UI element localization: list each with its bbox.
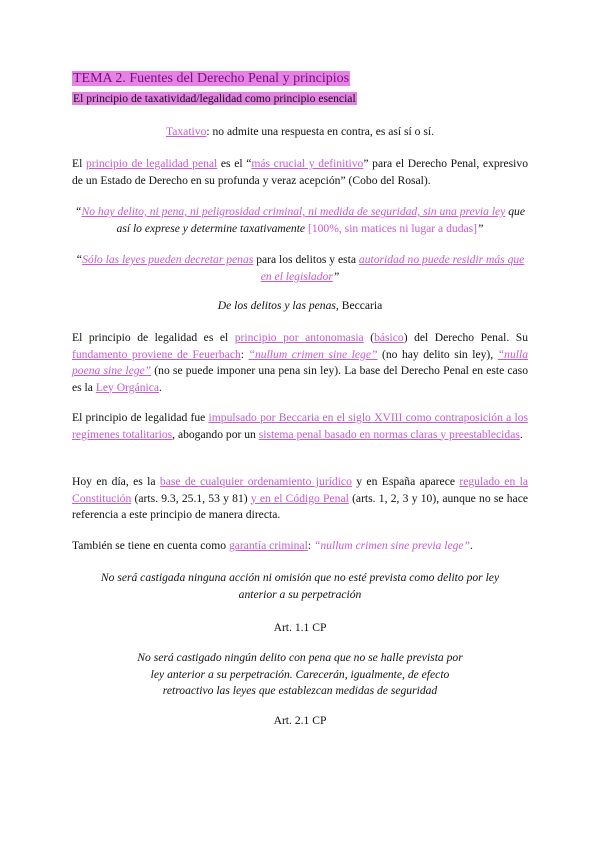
beccaria-author: Beccaria bbox=[338, 299, 383, 312]
q2-link-leyes[interactable]: Sólo las leyes pueden decretar penas bbox=[82, 253, 254, 266]
q1-close: ” bbox=[477, 221, 484, 235]
p4-text-a: Hoy en día, es la bbox=[72, 475, 160, 488]
article-1-1-ref: Art. 1.1 CP bbox=[273, 621, 327, 634]
p1-text-a: El bbox=[72, 157, 86, 170]
subtitle-block bbox=[72, 91, 528, 108]
p5-text-a: También se tiene en cuenta como bbox=[72, 539, 229, 552]
p2-text-a: El principio de legalidad es el bbox=[72, 331, 235, 344]
paragraph-beccaria bbox=[72, 410, 528, 443]
p2-text-f: (no se puede imponer una pena sin ley). La base del Derecho Penal en este caso es la bbox=[72, 364, 528, 394]
beccaria-attribution bbox=[72, 298, 528, 315]
q2-text: para los delitos y esta bbox=[253, 253, 359, 266]
q1-link[interactable]: No hay delito, ni pena, ni peligrosidad criminal, ni medida de seguridad, sin una previa ley bbox=[81, 205, 506, 218]
quote-solo-las-leyes bbox=[72, 252, 528, 285]
p4-text-b: y en España aparece bbox=[351, 475, 460, 488]
q2-link-autoridad[interactable]: autoridad no puede residir más que en el legislador bbox=[260, 253, 525, 283]
paragraph-antonomasia bbox=[72, 330, 528, 396]
p2-link-antonomasia[interactable]: principio por antonomasia bbox=[234, 331, 364, 344]
beccaria-work: De los delitos y las penas, bbox=[217, 299, 339, 312]
art21-line3: retroactivo las leyes que establezcan medidas de seguridad bbox=[162, 684, 438, 697]
p4-text-c: (arts. 9.3, 25.1, 53 y 81) bbox=[131, 491, 251, 505]
quote-no-hay-delito bbox=[72, 204, 528, 237]
taxativo-definition bbox=[72, 124, 528, 141]
page-subtitle: El principio de taxatividad/legalidad como principio esencial bbox=[73, 92, 356, 105]
p3-link-sistema-penal[interactable]: sistema penal basado en normas claras y preestablecidas bbox=[258, 427, 520, 441]
q1-open: “ bbox=[75, 205, 82, 218]
p3-text-b: , abogando por un bbox=[172, 427, 259, 441]
p4-link-codigo-penal[interactable]: y en el Código Penal bbox=[250, 491, 349, 505]
p2-link-basico[interactable]: básico bbox=[374, 331, 404, 344]
art21-line2: ley anterior a su perpetración. Carecerán, igualmente, de efecto bbox=[150, 667, 450, 681]
q2-close: ” bbox=[332, 269, 340, 283]
art11-line2: anterior a su perpetración bbox=[238, 587, 362, 601]
art21-line1: No será castigado ningún delito con pena que no se halle prevista por bbox=[137, 651, 463, 664]
p5-text-c: . bbox=[470, 539, 473, 552]
article-2-1-ref: Art. 2.1 CP bbox=[273, 714, 327, 727]
p2-link-nullum-crimen[interactable]: “nullum crimen sine lege” bbox=[248, 347, 378, 361]
p3-text-c: . bbox=[519, 427, 523, 441]
p5-link-garantia[interactable]: garantía criminal bbox=[228, 539, 308, 552]
p1-text-b: es el “ bbox=[217, 157, 252, 170]
title-block bbox=[72, 70, 528, 88]
paragraph-hoy-en-dia bbox=[72, 474, 528, 524]
paragraph-garantia bbox=[72, 538, 528, 555]
article-1-1-quote bbox=[72, 570, 528, 603]
p2-link-feuerbach[interactable]: fundamento proviene de Feuerbach bbox=[72, 347, 241, 361]
q2-open: “ bbox=[75, 253, 83, 266]
p2-text-e: (no hay delito sin ley), bbox=[377, 347, 498, 361]
p2-text-g: . bbox=[159, 380, 162, 394]
p4-link-base[interactable]: base de cualquier ordenamiento jurídico bbox=[159, 475, 352, 488]
p2-text-d: : bbox=[240, 347, 249, 361]
p3-text-a: El principio de legalidad fue bbox=[72, 411, 209, 424]
p1-link-principio[interactable]: principio de legalidad penal bbox=[85, 157, 218, 170]
article-2-1-quote bbox=[72, 650, 528, 700]
p1-link-crucial[interactable]: más crucial y definitivo bbox=[251, 157, 364, 170]
p2-text-c: ) del Derecho Penal. Su bbox=[403, 331, 528, 344]
p1-text-c: ” para el Derecho Penal, expresivo de un Estado de Derecho en su profunda y veraz acepción” (Cobo del Rosal). bbox=[72, 157, 529, 187]
taxativo-text: : no admite una respuesta en contra, es así sí o sí. bbox=[206, 125, 435, 138]
taxativo-link[interactable]: Taxativo bbox=[165, 125, 207, 138]
q1-text: que así lo exprese y determine taxativamente bbox=[116, 205, 525, 235]
art11-line1: No será castigada ninguna acción ni omisión que no esté prevista como delito por ley bbox=[100, 571, 500, 584]
p2-link-nulla-poena[interactable]: “nulla poena sine lege” bbox=[72, 347, 529, 377]
p3-link-impulsado[interactable]: impulsado por Beccaria en el siglo XVIII como contraposición a los regímenes totalitarios bbox=[72, 411, 529, 441]
paragraph-legalidad-penal bbox=[72, 156, 528, 189]
p4-text-d: (arts. 1, 2, 3 y 10), aunque no se hace referencia a este principio de manera directa. bbox=[72, 491, 528, 521]
p2-link-ley-organica[interactable]: Ley Orgánica bbox=[95, 380, 160, 394]
p5-text-b: : bbox=[307, 539, 314, 552]
p5-latin: “nullum crimen sine previa lege” bbox=[313, 539, 471, 552]
q1-note: [100%, sin matices ni lugar a dudas] bbox=[305, 221, 478, 235]
page-title: TEMA 2. Fuentes del Derecho Penal y principios bbox=[73, 71, 350, 86]
p2-text-b: ( bbox=[363, 331, 375, 344]
p4-link-constitucion[interactable]: regulado en la Constitución bbox=[72, 475, 528, 505]
